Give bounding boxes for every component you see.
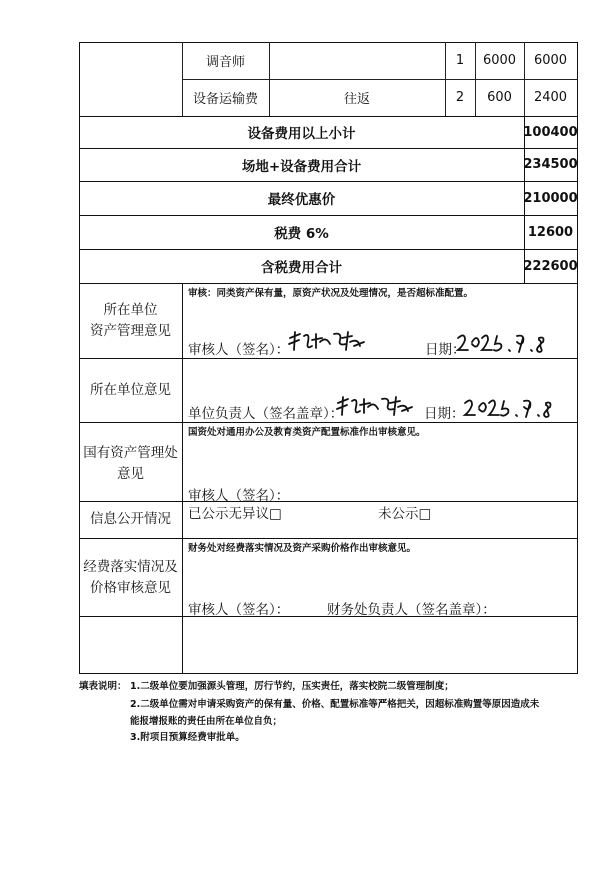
disclosure-label: 信息公开情况 (90, 511, 171, 527)
funding-instruction: 财务处对经费落实情况及资产采购价格作出审核意见。 (188, 543, 417, 554)
handwritten-date-image (462, 395, 554, 425)
item-price: 6000 (482, 53, 517, 68)
note-line: 1.二级单位要加强源头管理，厉行节约，压实责任，落实校院二级管理制度； (130, 681, 454, 692)
item-note (269, 42, 445, 79)
handwritten-date-image (455, 330, 547, 360)
summary-value: 100400 (523, 124, 578, 140)
summary-label: 税费 6% (274, 226, 329, 242)
label-line: 资产管理意见 (90, 323, 171, 339)
unit-asset-instruction: 审核：同类资产保有量，原资产状况及处理情况，是否超标准配置。 (188, 288, 474, 299)
item-total: 6000 (533, 53, 568, 68)
summary-value: 210000 (523, 190, 578, 206)
unit-head-label: 单位负责人（签名盖章）： (188, 406, 344, 422)
row-divider (79, 538, 578, 539)
label-line: 所在单位 (103, 302, 158, 318)
summary-label: 场地+设备费用合计 (241, 158, 362, 175)
reviewer-label: 审核人（签名）： (188, 342, 290, 358)
date-label: 日期： (425, 342, 466, 358)
item-name: 调音师 (205, 55, 245, 70)
summary-label: 含税费用合计 (261, 260, 342, 276)
unit-opinion-label: 所在单位意见 (90, 382, 171, 398)
state-asset-label (79, 443, 182, 485)
summary-value: 12600 (527, 224, 574, 240)
reviewer-label: 审核人（签名）： (188, 488, 290, 504)
item-qty: 2 (455, 90, 465, 105)
item-total: 2400 (533, 90, 568, 105)
col-divider (182, 283, 183, 673)
reviewer-label: 审核人（签名）： (188, 602, 290, 618)
state-asset-instruction: 国资处对通用办公及教育类资产配置标准作出审核意见。 (188, 427, 426, 438)
funding-label (79, 557, 182, 599)
notes-title: 填表说明： (79, 681, 127, 692)
item-qty: 1 (455, 53, 465, 68)
note-line: 3.附项目预算经费审批单。 (130, 732, 245, 743)
date-label: 日期： (424, 406, 465, 422)
summary-value: 234500 (523, 157, 578, 172)
label-line: 价格审核意见 (90, 580, 171, 596)
item-note: 往返 (343, 92, 370, 107)
row-divider (79, 283, 578, 284)
row-divider (79, 501, 578, 502)
label-line: 国有资产管理处 (83, 445, 178, 461)
item-name: 设备运输费 (192, 92, 258, 107)
label-line: 意见 (117, 466, 144, 482)
unit-asset-label (79, 300, 182, 342)
signature-image (286, 328, 368, 358)
disclosure-option-published[interactable]: 已公示无异议□ (188, 506, 282, 522)
item-price: 600 (487, 90, 512, 105)
note-line: 能报增报账的责任由所在单位自负； (130, 716, 283, 727)
finance-head-label: 财务处负责人（签名盖章）： (327, 602, 496, 618)
summary-label: 设备费用以上小计 (247, 126, 356, 142)
summary-value: 222600 (523, 258, 578, 274)
disclosure-option-unpublished[interactable]: 未公示□ (378, 506, 432, 522)
summary-label: 最终优惠价 (267, 192, 336, 208)
note-line: 2.二级单位需对申请采购资产的保有量、价格、配置标准等严格把关，因超标准购置等原因造成未 (130, 699, 540, 710)
label-line: 经费落实情况及 (83, 559, 178, 575)
table-bottom-border (79, 673, 578, 674)
signature-image (334, 393, 416, 423)
